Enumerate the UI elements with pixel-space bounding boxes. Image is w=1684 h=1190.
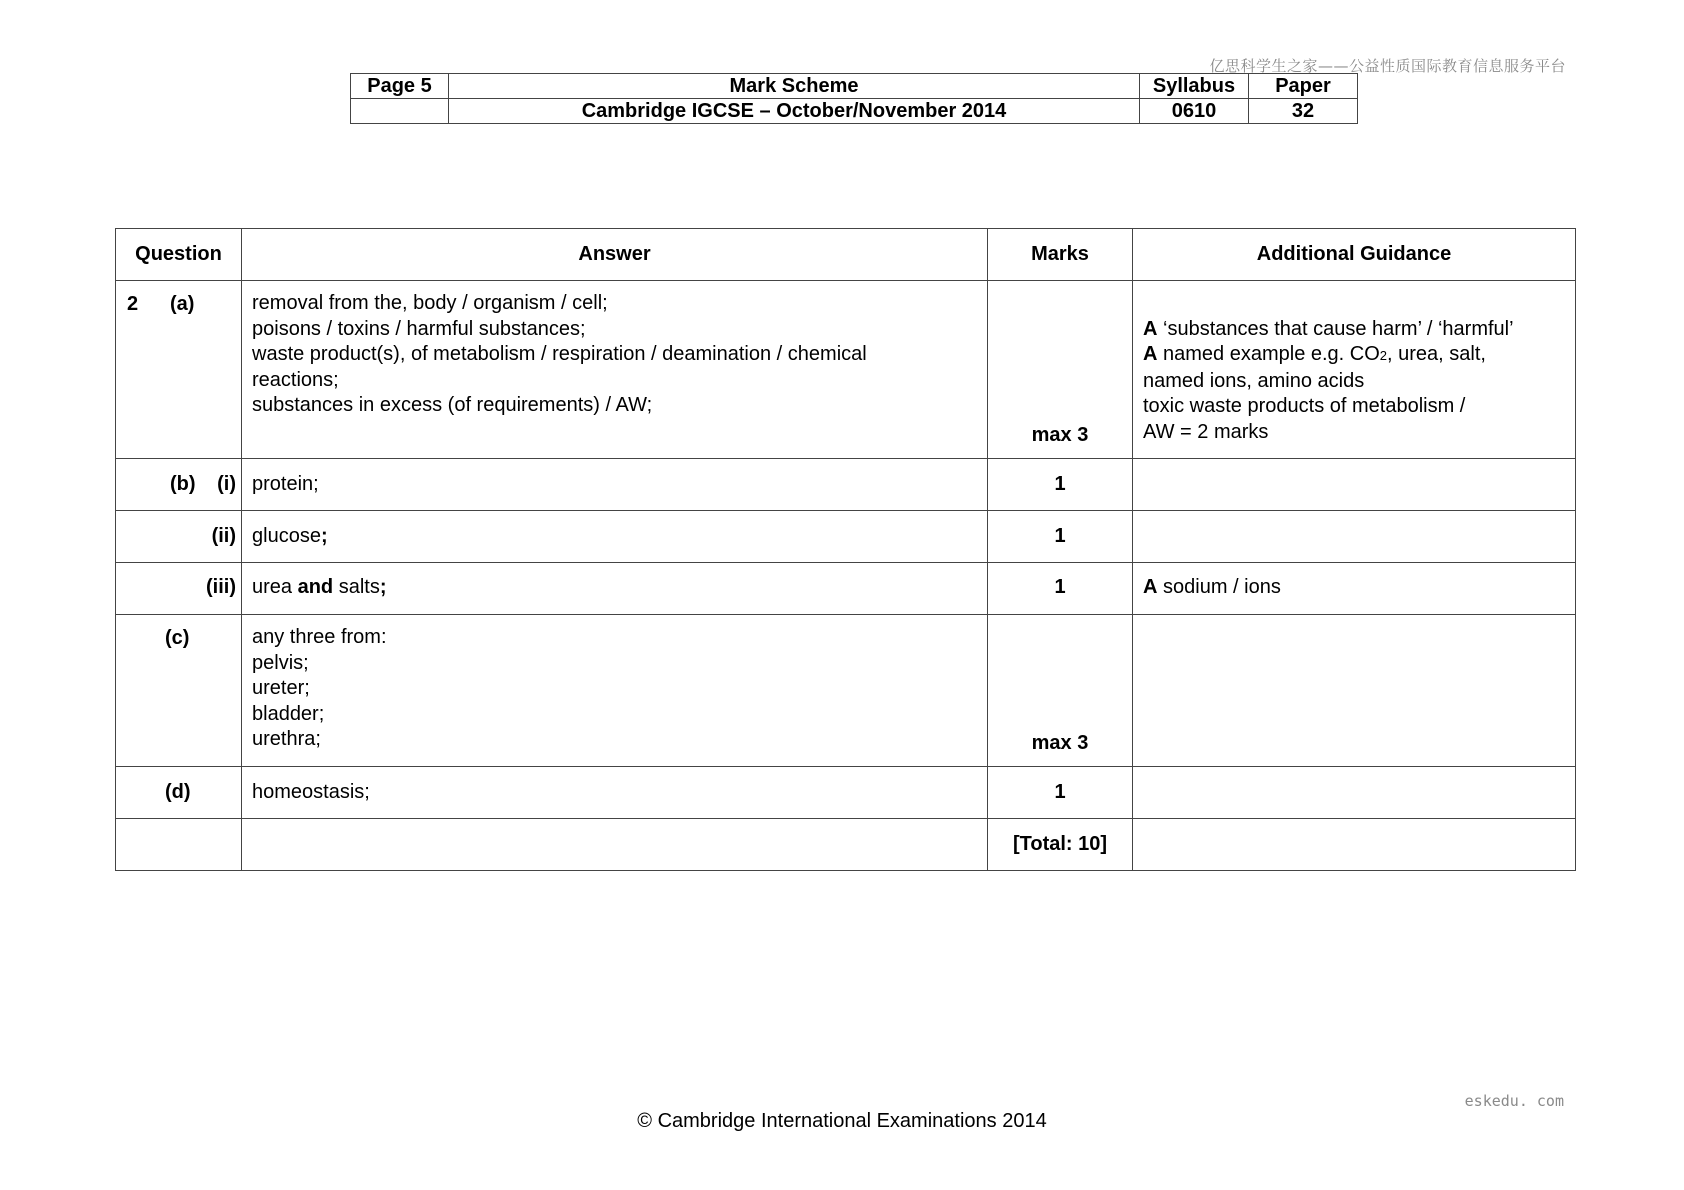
answer-cell: protein; xyxy=(242,459,988,511)
col-header-marks: Marks xyxy=(988,229,1133,281)
col-header-question: Question xyxy=(116,229,242,281)
question-cell xyxy=(116,615,242,767)
header-subtitle: Cambridge IGCSE – October/November 2014 xyxy=(449,99,1140,124)
guidance-cell xyxy=(1133,511,1576,563)
accept-label: A xyxy=(1143,343,1158,365)
table-row xyxy=(116,459,1576,511)
answer-line: poisons / toxins / harmful substances; xyxy=(252,317,586,340)
guidance-text: sodium / ions xyxy=(1163,576,1281,598)
answer-line: removal from the, body / organism / cell; xyxy=(252,292,608,314)
total-row xyxy=(116,819,1576,871)
marks-cell xyxy=(988,615,1133,767)
table-row xyxy=(116,767,1576,819)
guidance-cell xyxy=(1133,563,1576,615)
answer-cell xyxy=(242,511,988,563)
marks-value: max 3 xyxy=(1031,731,1089,754)
question-cell xyxy=(116,819,242,871)
guidance-text: toxic waste products of metabolism / xyxy=(1143,395,1466,417)
question-part: (c) xyxy=(165,627,190,649)
answer-text: urea xyxy=(252,576,293,598)
question-part: (d) xyxy=(165,781,191,803)
header-syllabus-label: Syllabus xyxy=(1140,74,1249,99)
header-paper-label: Paper xyxy=(1249,74,1358,99)
question-part: (b) xyxy=(170,473,196,495)
question-subpart: (i) xyxy=(217,473,236,495)
guidance-text: named example e.g. CO xyxy=(1163,343,1380,365)
question-cell xyxy=(116,459,242,511)
answer-text: salts xyxy=(338,576,380,598)
accept-label: A xyxy=(1143,317,1158,340)
marks-cell: 1 xyxy=(988,767,1133,819)
answer-semicolon: ; xyxy=(379,576,387,598)
header-table xyxy=(350,73,1358,124)
question-subpart: (iii) xyxy=(206,576,236,598)
site-watermark: eskedu. com xyxy=(1464,1092,1564,1110)
accept-label: A xyxy=(1143,576,1158,598)
header-title: Mark Scheme xyxy=(449,74,1140,99)
table-row xyxy=(116,615,1576,767)
marks-cell: 1 xyxy=(988,511,1133,563)
guidance-text: named ions, amino acids xyxy=(1143,369,1365,392)
guidance-text: , urea, salt, xyxy=(1387,343,1486,365)
question-subpart: (ii) xyxy=(211,525,236,547)
total-marks: [Total: 10] xyxy=(988,819,1133,871)
answer-cell xyxy=(242,563,988,615)
copyright-footer: © Cambridge International Examinations 2014 xyxy=(637,1110,1047,1132)
question-cell xyxy=(116,281,242,459)
marks-cell: 1 xyxy=(988,459,1133,511)
mark-scheme-table xyxy=(115,228,1576,871)
watermark-text: 亿思科学生之家——公益性质国际教育信息服务平台 xyxy=(1209,57,1566,75)
answer-and: and xyxy=(297,576,334,598)
marks-cell: 1 xyxy=(988,563,1133,615)
guidance-cell xyxy=(1133,767,1576,819)
question-cell xyxy=(116,767,242,819)
header-empty-cell xyxy=(351,99,449,124)
answer-cell xyxy=(242,615,988,767)
answer-line: any three from: xyxy=(252,626,387,648)
guidance-cell xyxy=(1133,615,1576,767)
table-row xyxy=(116,511,1576,563)
answer-line: bladder; xyxy=(252,702,325,725)
guidance-text: AW = 2 marks xyxy=(1143,420,1269,443)
guidance-text: ‘substances that cause harm’ / ‘harmful’ xyxy=(1163,317,1514,340)
col-header-answer: Answer xyxy=(242,229,988,281)
answer-line: reactions; xyxy=(252,368,339,391)
subscript: 2 xyxy=(1379,348,1388,363)
answer-line: waste product(s), of metabolism / respiration / deamination / chemical xyxy=(252,343,867,365)
marks-cell xyxy=(988,281,1133,459)
answer-line: ureter; xyxy=(252,677,310,699)
question-cell xyxy=(116,511,242,563)
question-part: (a) xyxy=(170,293,195,315)
answer-cell xyxy=(242,819,988,871)
table-row xyxy=(116,563,1576,615)
question-cell xyxy=(116,563,242,615)
answer-semicolon: ; xyxy=(320,525,328,547)
table-row xyxy=(116,281,1576,459)
header-syllabus: 0610 xyxy=(1140,99,1249,124)
answer-cell xyxy=(242,281,988,459)
answer-line: substances in excess (of requirements) / AW; xyxy=(252,394,653,416)
marks-value: max 3 xyxy=(1031,423,1089,446)
question-number: 2 xyxy=(127,293,139,315)
guidance-cell xyxy=(1133,281,1576,459)
answer-cell: homeostasis; xyxy=(242,767,988,819)
header-paper: 32 xyxy=(1249,99,1358,124)
col-header-guidance: Additional Guidance xyxy=(1133,229,1576,281)
answer-text: glucose xyxy=(252,525,321,547)
answer-line: urethra; xyxy=(252,728,321,750)
table-header-row xyxy=(116,229,1576,281)
guidance-cell xyxy=(1133,819,1576,871)
header-page: Page 5 xyxy=(351,74,449,99)
answer-line: pelvis; xyxy=(252,651,309,674)
guidance-cell xyxy=(1133,459,1576,511)
